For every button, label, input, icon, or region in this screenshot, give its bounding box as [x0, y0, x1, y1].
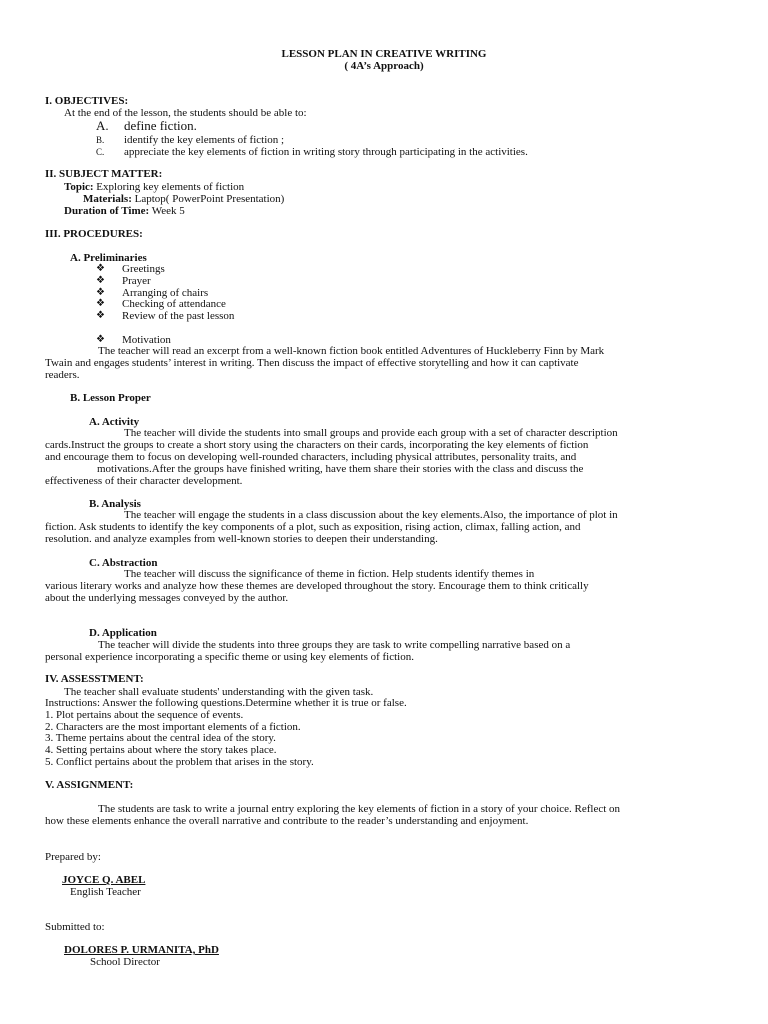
assignment-heading: V. ASSIGNMENT:	[45, 779, 134, 791]
diamond-bullet-icon: ❖	[96, 275, 105, 286]
submitted-to-label: Submitted to:	[45, 921, 105, 933]
activity-line: motivations.After the groups have finished writing, have them share their stories with the class and discuss the	[97, 463, 584, 475]
assessment-line: The teacher shall evaluate students' understanding with the given task.	[64, 686, 374, 698]
materials-value: Laptop( PowerPoint Presentation)	[134, 193, 285, 205]
prepared-by-name: JOYCE Q. ABEL	[62, 874, 146, 886]
materials-label: Materials:	[83, 193, 132, 205]
objective-c-text: appreciate the key elements of fiction in writing story through participating in the activities.	[124, 146, 528, 158]
topic-label: Topic:	[64, 181, 94, 193]
assessment-line: 2. Characters are the most important elements of a fiction.	[45, 721, 301, 733]
duration-value: Week 5	[151, 205, 185, 217]
duration-line	[64, 205, 185, 217]
analysis-line: The teacher will engage the students in a class discussion about the key elements.Also, the importance of plot in	[124, 509, 618, 521]
abstraction-line: about the underlying messages conveyed by the author.	[45, 592, 289, 604]
assignment-line: how these elements enhance the overall narrative and contribute to the reader’s understanding and enjoyment.	[45, 815, 529, 827]
analysis-heading: B. Analysis	[89, 498, 141, 510]
objective-a-text: define fiction.	[124, 118, 197, 133]
analysis-line: resolution. and analyze examples from well-known stories to deepen their understanding.	[45, 533, 438, 545]
lesson-proper-heading: B. Lesson Proper	[70, 392, 151, 404]
objectives-heading: I. OBJECTIVES:	[45, 95, 129, 107]
motivation-line: readers.	[45, 369, 80, 381]
preliminary-item-prayer: Prayer	[122, 275, 151, 287]
prepared-by-role: English Teacher	[70, 886, 141, 898]
preliminary-item-chairs: Arranging of chairs	[122, 287, 209, 299]
topic-line	[64, 181, 244, 193]
assessment-line: 5. Conflict pertains about the problem that arises in the story.	[45, 756, 314, 768]
diamond-bullet-icon: ❖	[96, 263, 105, 274]
assessment-line: 1. Plot pertains about the sequence of events.	[45, 709, 244, 721]
assessment-line: 4. Setting pertains about where the story takes place.	[45, 744, 277, 756]
diamond-bullet-icon: ❖	[96, 298, 105, 309]
diamond-bullet-icon: ❖	[96, 334, 105, 345]
activity-line: and encourage them to focus on developing well-rounded characters, including physical attributes, personality traits, and	[45, 451, 577, 463]
abstraction-heading: C. Abstraction	[89, 557, 158, 569]
motivation-line: Twain and engages students’ interest in writing. Then discuss the impact of effective storytelling and how it can captivate	[45, 357, 579, 369]
assessment-heading: IV. ASSESSTMENT:	[45, 673, 144, 685]
submitted-to-role: School Director	[90, 956, 160, 968]
procedures-heading: III. PROCEDURES:	[45, 228, 143, 240]
analysis-line: fiction. Ask students to identify the key components of a plot, such as exposition, rising action, climax, falling action, and	[45, 521, 581, 533]
diamond-bullet-icon: ❖	[96, 287, 105, 298]
activity-line: effectiveness of their character development.	[45, 475, 243, 487]
application-line: personal experience incorporating a specific theme or using key elements of fiction.	[45, 651, 414, 663]
diamond-bullet-icon: ❖	[96, 310, 105, 321]
materials-line	[83, 193, 284, 205]
preliminaries-heading: A. Preliminaries	[70, 252, 147, 264]
objective-b-text: identify the key elements of fiction ;	[124, 134, 285, 146]
preliminary-item-review: Review of the past lesson	[122, 310, 235, 322]
objective-a-marker: A.	[96, 118, 109, 133]
application-line: The teacher will divide the students into three groups they are task to write compelling narrative based on a	[98, 639, 571, 651]
submitted-to-name: DOLORES P. URMANITA, PhD	[64, 944, 219, 956]
application-heading: D. Application	[89, 627, 157, 639]
assessment-line: Instructions: Answer the following questions.Determine whether it is true or false.	[45, 697, 407, 709]
assignment-line: The students are task to write a journal entry exploring the key elements of fiction in a story of your choice. Reflect on	[98, 803, 621, 815]
preliminary-item-greetings: Greetings	[122, 263, 165, 275]
topic-value: Exploring key elements of fiction	[96, 181, 245, 193]
objective-b-marker: B.	[96, 135, 105, 145]
document-title: LESSON PLAN IN CREATIVE WRITING	[281, 48, 487, 60]
activity-heading: A. Activity	[89, 416, 140, 428]
duration-label: Duration of Time:	[64, 205, 150, 217]
activity-line: The teacher will divide the students into small groups and provide each group with a set of character description	[124, 427, 618, 439]
subject-matter-heading: II. SUBJECT MATTER:	[45, 168, 163, 180]
objective-c-marker: C.	[96, 147, 105, 157]
motivation-label: Motivation	[122, 334, 171, 346]
motivation-line: The teacher will read an excerpt from a well-known fiction book entitled Adventures of Huckleberry Finn by Mark	[98, 345, 605, 357]
prepared-by-label: Prepared by:	[45, 851, 101, 863]
objectives-intro: At the end of the lesson, the students should be able to:	[64, 107, 307, 119]
document-subtitle: ( 4A’s Approach)	[344, 60, 424, 72]
activity-line: cards.Instruct the groups to create a short story using the characters on their cards, incorporating the key elements of fiction	[45, 439, 589, 451]
abstraction-line: various literary works and analyze how these themes are developed throughout the story. Encourage them to think critically	[45, 580, 589, 592]
assessment-line: 3. Theme pertains about the central idea of the story.	[45, 732, 276, 744]
preliminary-item-attendance: Checking of attendance	[122, 298, 226, 310]
abstraction-line: The teacher will discuss the significance of theme in fiction. Help students identify themes in	[124, 568, 535, 580]
